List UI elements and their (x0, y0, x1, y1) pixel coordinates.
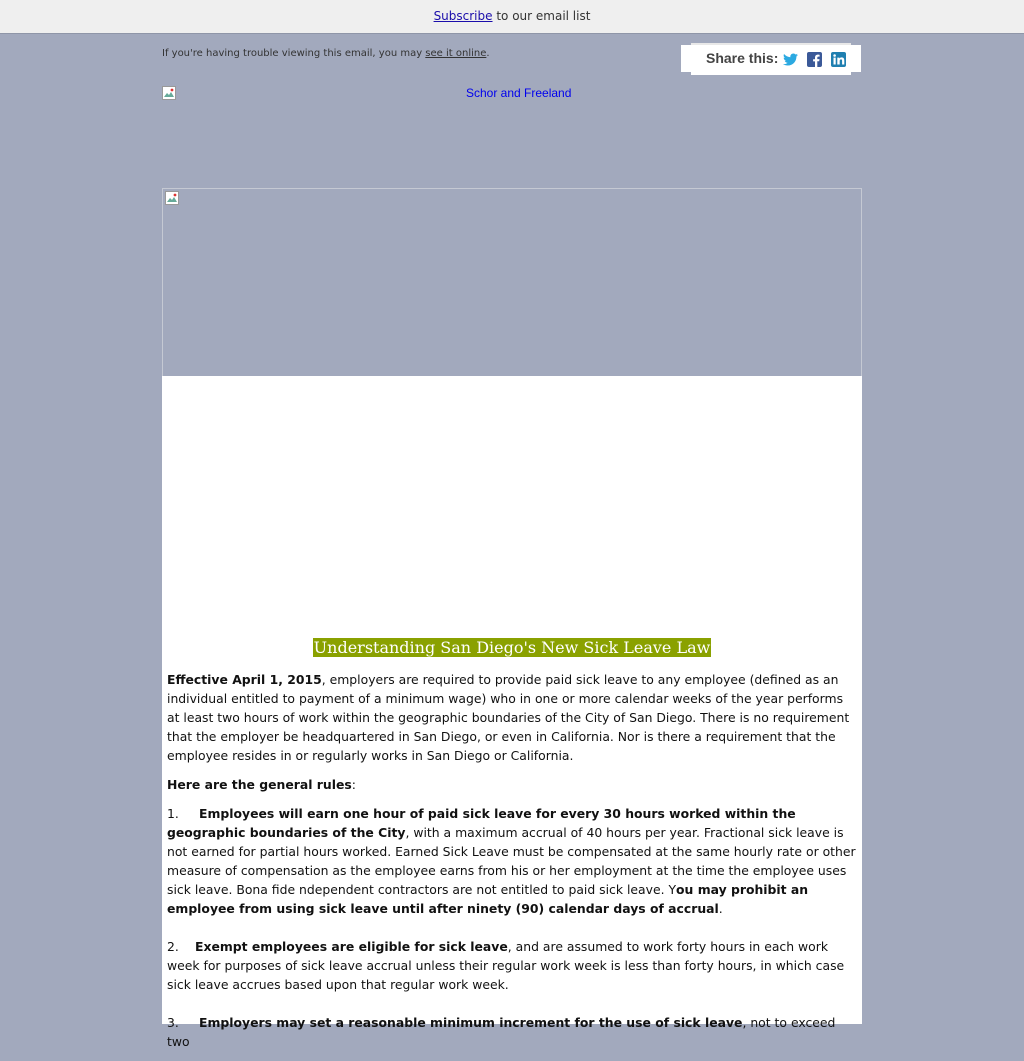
broken-image-icon (162, 86, 178, 102)
intro-paragraph (167, 670, 859, 765)
subscribe-text: to our email list (492, 9, 591, 23)
rules-heading (167, 775, 859, 794)
rule-2-text: , and are assumed to work forty hours in each work week for purposes of sick leave accrual unless their regular work week is less than forty hours, in which case sick leave accrues based upon that regular work week. (167, 939, 845, 992)
see-online-link[interactable]: see it online (425, 48, 487, 59)
rules-colon: : (351, 777, 356, 792)
rule-1-end: . (718, 901, 723, 916)
rule-1-bold-2: ou may prohibit an employee from using sick leave until after ninety (90) calendar days of accrual (167, 882, 809, 916)
share-inner (691, 43, 851, 75)
hero-image (162, 188, 862, 376)
rules-heading-text: Here are the general rules (167, 777, 352, 792)
rule-2-bold: Exempt employees are eligible for sick leave (195, 939, 508, 954)
subscribe-link[interactable]: Subscribe (433, 9, 493, 23)
article-panel (162, 376, 862, 1049)
rule-number: 3. (167, 1015, 179, 1030)
share-panel (681, 45, 861, 72)
intro-text: , employers are required to provide paid sick leave to any employee (defined as an individual entitled to payment of a minimum wage) who in one or more calendar weeks of the year performs at least two hours of work within the geographic boundaries of the City of San Diego. There is no requirement that the employer be headquartered in San Diego, or even in California. Nor is there a requirement that the employee resides in or regularly works in San Diego or California. (167, 672, 850, 763)
share-label: Share this: (706, 50, 779, 66)
trouble-end: . (486, 48, 490, 59)
rule-item-1 (167, 804, 859, 918)
broken-image-icon (165, 191, 181, 207)
rule-item-2 (167, 937, 859, 994)
trouble-text: If you're having trouble viewing this email, you may (162, 48, 426, 59)
facebook-icon[interactable] (807, 52, 822, 67)
view-online-notice (162, 47, 490, 61)
rule-item-3 (167, 1013, 859, 1051)
twitter-icon[interactable] (783, 52, 798, 67)
rule-3-bold: Employers may set a reasonable minimum increment for the use of sick leave (199, 1015, 743, 1030)
rule-1-text: , with a maximum accrual of 40 hours per year. Fractional sick leave is not earned for partial hours worked. Earned Sick Leave must be compensated at the same hourly rate or other measure of compensation as the employee earns from his or her employment at the time the employee uses sick leave. Bona fide ndependent contractors are not entitled to paid sick leave. Y (167, 825, 856, 897)
article-title-text: Understanding San Diego's New Sick Leave Law (313, 638, 711, 657)
intro-date: Effective April 1, 2015 (167, 672, 322, 687)
rule-number: 2. (167, 939, 179, 954)
logo-alt-text[interactable]: Schor and Freeland (466, 86, 572, 100)
rule-3-text: , not to exceed two (167, 1015, 836, 1049)
linkedin-icon[interactable] (831, 52, 846, 67)
article-body (167, 670, 859, 1061)
rule-number: 1. (167, 806, 179, 821)
top-banner (0, 0, 1024, 34)
article-title (162, 638, 862, 658)
rule-1-bold: Employees will earn one hour of paid sick leave for every 30 hours worked within the geographic boundaries of the City (167, 806, 796, 840)
